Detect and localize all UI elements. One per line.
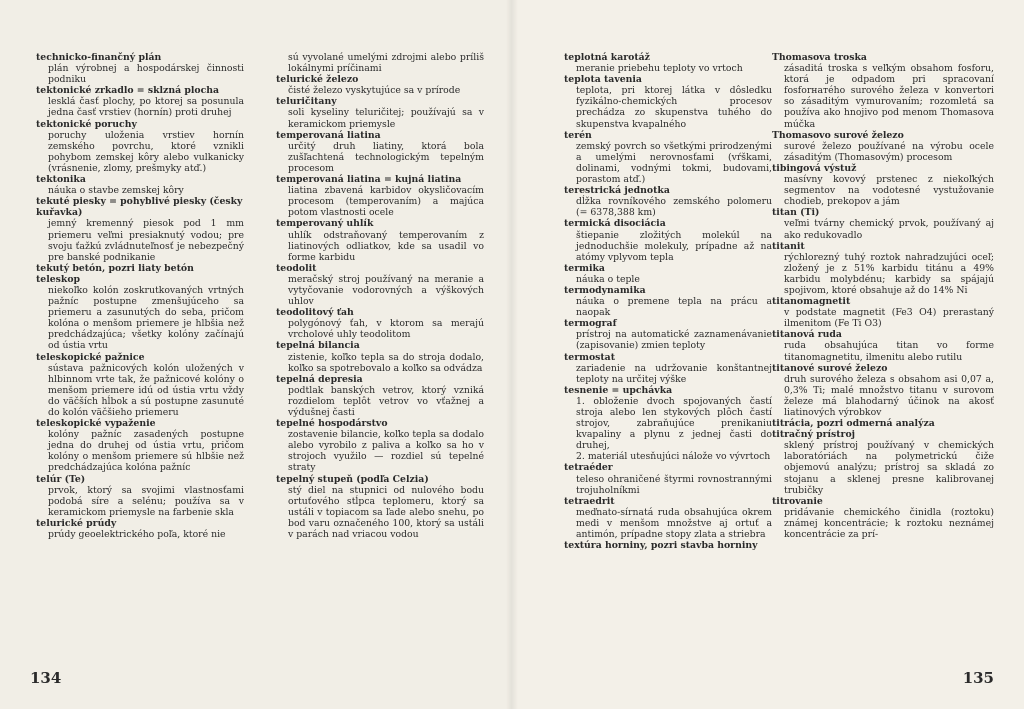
glossary-entry [36, 196, 244, 263]
glossary-entry [772, 207, 994, 240]
entry-term: titanomagnetit [772, 296, 851, 308]
glossary-entry [36, 263, 244, 274]
entry-term: tibingová výstuž [772, 162, 857, 174]
entry-definition: prístroj na automatické zaznamenávanie (zapisovanie) zmien teploty [576, 329, 772, 352]
glossary-entry [276, 307, 484, 340]
glossary-entry [564, 218, 772, 262]
entry-term: termodynamika [564, 284, 646, 296]
entry-term: tektonické poruchy [36, 118, 137, 130]
entry-definition: plán výrobnej a hospodárskej činnosti podniku [48, 63, 244, 86]
entry-term: temperovaný uhlík [276, 218, 374, 230]
glossary-entry [36, 119, 244, 174]
entry-definition: 1. obloženie dvoch spojovaných častí stroja alebo len stykových plôch častí strojov, zabraňujúce prenikaniu kvapaliny a plynu z jednej časti do druhej, 2. materiál utesňujúci nálože vo vývrtoch [576, 395, 772, 463]
entry-definition: polygónový ťah, v ktorom sa merajú vrcholové uhly teodolitom [288, 318, 484, 341]
column-2 [276, 52, 484, 540]
entry-definition: rýchlorezný tuhý roztok nahradzujúci oceľ; zložený je z 51% karbidu titánu a 49% karbidu molybdénu; karbidy sa spájajú spojivom, ktoré obsahuje až do 14% Ni [784, 251, 994, 296]
book-gutter [506, 0, 518, 709]
entry-definition: masívny kovový prstenec z niekoľkých segmentov na vodotesné vystužovanie chodieb, prekopov a jám [784, 174, 994, 208]
entry-term: teleskop [36, 273, 81, 285]
entry-definition: surové železo používané na výrobu ocele zásaditým (Thomasovým) procesom [784, 140, 994, 163]
column-1 [36, 52, 244, 540]
entry-term: titanit [772, 240, 805, 252]
glossary-entry [564, 352, 772, 385]
column-4 [772, 52, 994, 540]
glossary-entry [564, 263, 772, 285]
entry-term: tepelné hospodárstvo [276, 418, 388, 430]
entry-definition: určitý druh liatiny, ktorá bola zušľachtená technologickým tepelným procesom [288, 140, 484, 174]
entry-term: temperovaná liatina = kujná liatina [276, 174, 462, 186]
glossary-entry [276, 52, 484, 74]
entry-definition: veľmi tvárny chemický prvok, používaný aj ako redukovadlo [784, 218, 994, 241]
glossary-entry [564, 130, 772, 185]
glossary-entry [276, 218, 484, 262]
entry-definition: náuka o teple [576, 273, 640, 285]
glossary-entry [276, 74, 484, 96]
entry-definition: ruda obsahujúca titan vo forme titanomagnetitu, ilmenitu alebo rutilu [784, 340, 994, 363]
entry-definition: náuka o stavbe zemskej kôry [48, 185, 184, 197]
glossary-entry [564, 462, 772, 495]
glossary-entry [564, 318, 772, 351]
glossary-entry [564, 285, 772, 318]
glossary-entry [564, 385, 772, 463]
glossary-entry [772, 329, 994, 362]
glossary-entry [772, 130, 994, 163]
entry-definition: zariadenie na udržovanie konštantnej teploty na určitej výške [576, 362, 772, 385]
entry-term: teleskopické vypaženie [36, 418, 156, 430]
entry-definition: uhlík odstraňovaný temperovaním z liatinových odliatkov, kde sa usadil vo forme karbidu [288, 229, 484, 263]
glossary-entry [564, 74, 772, 129]
glossary-entry [564, 496, 772, 540]
page-number-right: 135 [962, 669, 994, 687]
entry-term: teodolitový ťah [276, 307, 354, 319]
entry-definition: poruchy uloženia vrstiev hornín zemského povrchu, ktoré vznikli pohybom zemskej kôry alebo vulkanicky (vrásnenie, zlomy, prešmyky atď.) [48, 129, 244, 174]
entry-definition: v podstate magnetit (Fe3 O4) prerastaný ilmenitom (Fe Ti O3) [784, 307, 994, 330]
glossary-entry [276, 340, 484, 373]
entry-term: telurické železo [276, 74, 359, 86]
entry-term: tektonické zrkadlo = sklzná plocha [36, 85, 220, 97]
entry-term: tepelný stupeň (podľa Celzia) [276, 473, 429, 485]
entry-term: teplotná karotáž [564, 52, 650, 63]
page-number-left: 134 [30, 669, 62, 687]
entry-definition: soli kyseliny teluričitej; používajú sa v keramickom priemysle [288, 107, 484, 130]
glossary-entry [276, 374, 484, 418]
glossary-entry [36, 52, 244, 85]
entry-definition: stý diel na stupnici od nulového bodu ortuťového stĺpca teplomeru, ktorý sa ustáli v topiacom sa ľade alebo snehu, po bod varu označeného 100, ktorý sa ustáli v parách nad vriacou vodou [288, 484, 484, 541]
entry-term: titanová ruda [772, 329, 842, 341]
glossary-entry [36, 418, 244, 473]
entry-term: textúra horniny, pozri stavba horniny [564, 540, 758, 552]
entry-definition: druh surového železa s obsahom asi 0,07 a, 0,3% Ti; malé množstvo titanu v surovom železe má blahodarný účinok na akosť liatinových výrobkov [784, 373, 994, 418]
glossary-entry [276, 474, 484, 541]
entry-term: tetraedrit [564, 495, 615, 507]
entry-definition: meračský stroj používaný na meranie a vytyčovanie vodorovných a výškových uhlov [288, 273, 484, 308]
entry-definition: niekoľko kolón zoskrutkovaných vrtných pažníc postupne zmenšujúceho sa priemeru a zasunutých do seba, pričom kolóna o menšom priemere je hlbšia než predchádzajúca; všetky kolóny začínajú od ústia vrtu [48, 284, 244, 352]
entry-definition: náuka o premene tepla na prácu a naopak [576, 296, 772, 319]
entry-definition: jemný kremenný piesok pod 1 mm priemeru veľmi presiaknutý vodou; pre svoju ťažkú zvládnuteľnosť je nebezpečný pre banské podnikanie [48, 218, 244, 263]
glossary-entry [772, 418, 994, 429]
column-3 [564, 52, 772, 551]
entry-term: titračný prístroj [772, 429, 856, 441]
entry-term: termika [564, 262, 605, 274]
entry-term: titrovanie [772, 495, 823, 507]
glossary-entry [36, 352, 244, 419]
entry-term: termostat [564, 351, 615, 363]
entry-definition: sú vyvolané umelými zdrojmi alebo príliš lokálnymi príčinami [288, 52, 484, 75]
entry-definition: teleso ohraničené štyrmi rovnostrannými trojuholníkmi [576, 473, 772, 496]
glossary-entry [564, 540, 772, 551]
glossary-entry [36, 174, 244, 196]
entry-definition: meranie priebehu teploty vo vrtoch [576, 63, 743, 75]
entry-term: teplota tavenia [564, 74, 642, 86]
entry-definition: lesklá časť plochy, po ktorej sa posunula jedna časť vrstiev (hornín) proti druhej [48, 96, 244, 119]
entry-term: titrácia, pozri odmerná analýza [772, 418, 935, 430]
entry-term: tepelná bilancia [276, 340, 360, 352]
glossary-entry [772, 241, 994, 296]
glossary-entry [276, 174, 484, 218]
entry-definition: sústava pažnicových kolón uložených v hlbinnom vrte tak, že pažnicové kolóny o menšom priemere idú od ústia vrtu vždy do väčších hĺbok a sú postupne zasunuté do kolón väčšieho priemeru [48, 362, 244, 418]
entry-term: termická disociácia [564, 218, 666, 230]
entry-term: telurické prúdy [36, 517, 117, 529]
glossary-entry [36, 518, 244, 540]
entry-definition: sklený prístroj používaný v chemických laboratóriách na polymetrickú čiže objemovú analýzu; prístroj sa skladá zo stojanu a sklenej presne kalibrovanej trubičky [784, 440, 994, 496]
entry-term: tetraéder [564, 462, 613, 474]
glossary-entry [276, 418, 484, 473]
glossary-entry [36, 85, 244, 118]
entry-term: Thomasovo surové železo [772, 129, 904, 141]
entry-term: tekuté piesky = pohyblivé piesky (česky kuřavka) [36, 196, 243, 219]
entry-term: technicko-finančný plán [36, 52, 162, 63]
glossary-entry [772, 296, 994, 329]
entry-definition: zemský povrch so všetkými prirodzenými a umelými nerovnosťami (vŕškami, dolinami, vodnými tokmi, budovami, porastom atď.) [576, 140, 772, 186]
entry-term: tepelná depresia [276, 373, 363, 385]
entry-term: tektonika [36, 174, 86, 186]
entry-definition: zistenie, koľko tepla sa do stroja dodalo, koľko sa spotrebovalo a koľko sa odvádza [288, 351, 484, 374]
entry-term: teluričitany [276, 96, 337, 108]
glossary-entry [772, 52, 994, 130]
glossary-entry [276, 130, 484, 174]
entry-term: termograf [564, 318, 617, 330]
entry-term: teodolit [276, 262, 317, 274]
entry-definition: zásaditá troska s veľkým obsahom fosforu, ktorá je odpadom pri spracovaní fosforнатého surového železa v konvertori so zásaditým vymurovaním; rozomletá sa používa ako hnojivo pod menom Thomasova múčka [784, 63, 994, 130]
glossary-entry [36, 474, 244, 518]
entry-term: titanové surové železo [772, 362, 888, 374]
entry-term: terestrická jednotka [564, 185, 670, 197]
glossary-entry [564, 185, 772, 218]
glossary-entry [276, 96, 484, 129]
entry-definition: štiepanie zložitých molekúl na jednoduchšie molekuly, prípadne až na atómy vplyvom tepla [576, 229, 772, 263]
entry-definition: podtlak banských vetrov, ktorý vzniká rozdielom teplôt vetrov vo vťažnej a výdušnej časti [288, 384, 484, 418]
entry-term: telúr (Te) [36, 473, 86, 485]
entry-definition: meďnato-sírnatá ruda obsahujúca okrem medi v menšom množstve aj ortuť a antimón, prípadne stopy zlata a striebra [576, 506, 772, 541]
glossary-entry [772, 163, 994, 207]
entry-definition: zostavenie bilancie, koľko tepla sa dodalo alebo vyrobilo z paliva a koľko sa ho v strojoch využilo — rozdiel sú tepelné straty [288, 429, 484, 474]
entry-term: titan (Ti) [772, 207, 820, 219]
entry-definition: prvok, ktorý sa svojimi vlastnosťami podobá síre a selénu; používa sa v keramickom priemysle na farbenie skla [48, 484, 244, 518]
entry-term: temperovaná liatina [276, 129, 381, 141]
glossary-entry [772, 429, 994, 496]
glossary-entry [772, 363, 994, 418]
entry-term: teleskopické pažnice [36, 351, 145, 363]
entry-definition: pridávanie chemického činidla (roztoku) známej koncentrácie; k roztoku neznámej koncentrácie za prí- [784, 506, 994, 541]
entry-definition: kolóny pažníc zasadených postupne jedna do druhej od ústia vrtu, pričom kolóny o menšom priemere sú hlbšie než predchádzajúca kolóna pažníc [48, 429, 244, 474]
entry-definition: teplota, pri ktorej látka v dôsledku fyzikálno-chemických procesov prechádza zo skupenstva tuhého do skupenstva kvapalného [576, 85, 772, 130]
glossary-entry [564, 52, 772, 74]
glossary-entry [772, 496, 994, 540]
entry-term: tesnenie = upchávka [564, 384, 673, 396]
entry-definition: prúdy geoelektrického poľa, ktoré nie [48, 529, 226, 541]
entry-term: Thomasova troska [772, 52, 867, 63]
entry-definition: čisté železo vyskytujúce sa v prírode [288, 85, 461, 97]
glossary-entry [36, 274, 244, 352]
entry-term: tekutý betón, pozri liaty betón [36, 262, 194, 274]
entry-definition: dĺžka rovníkového zemského polomeru (= 6378,388 km) [576, 196, 772, 219]
glossary-entry [276, 263, 484, 307]
entry-definition: liatina zbavená karbidov okysličovacím procesom (temperovaním) a majúca potom vlastnosti ocele [288, 185, 484, 219]
entry-term: terén [564, 129, 592, 141]
